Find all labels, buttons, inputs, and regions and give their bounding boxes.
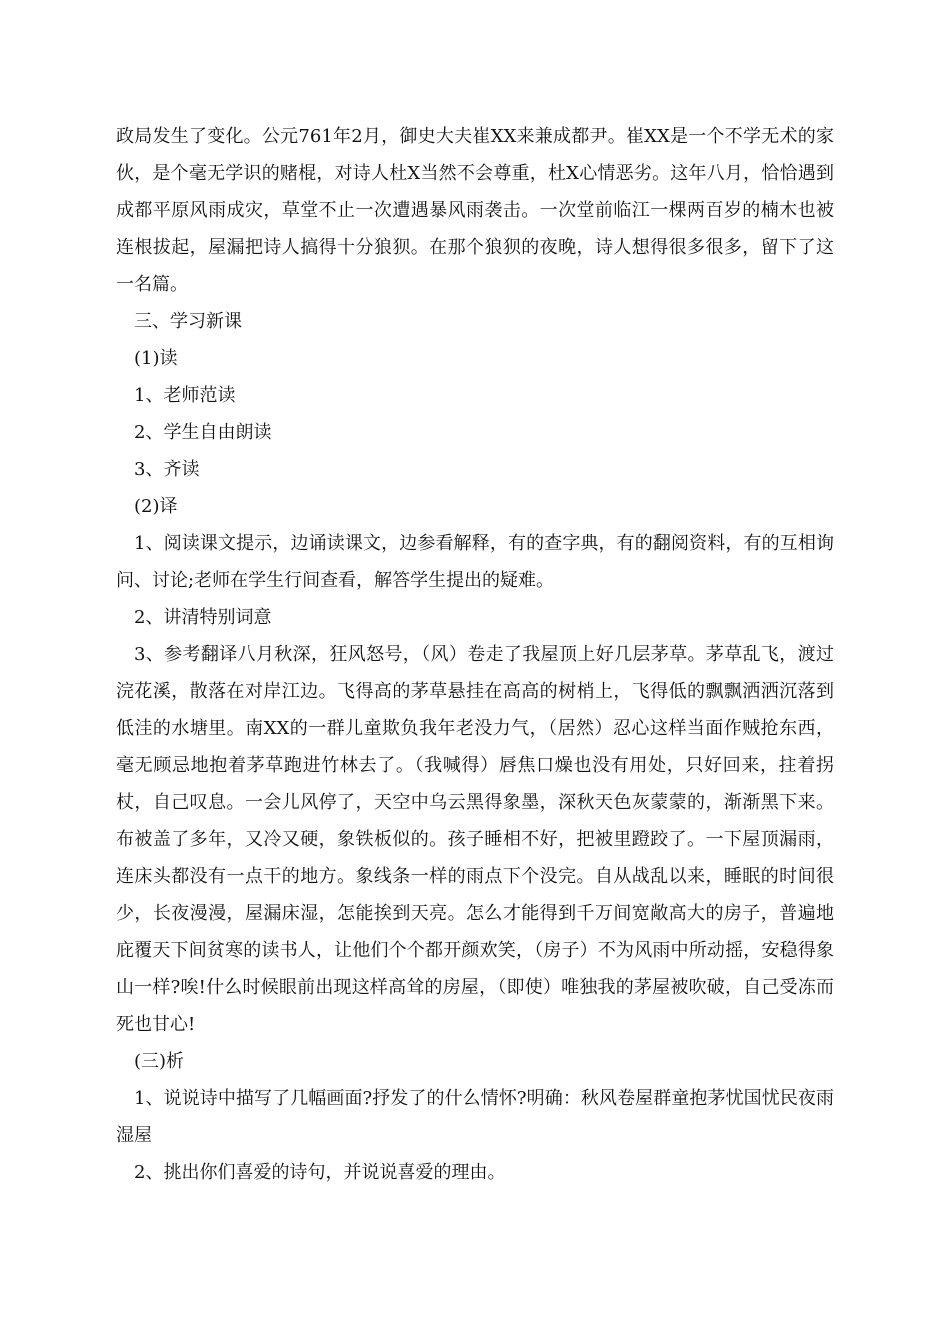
subheading-analyze: (三)析 [134, 1051, 185, 1072]
list-item-reading-tips: 1、阅读课文提示，边诵读课文，边参看解释，有的查字典，有的翻阅资料，有的互相询问、讨论;老师在学生行间查看，解答学生提出的疑难。 [116, 533, 834, 591]
paragraph-background: 政局发生了变化。公元761年2月，御史大夫崔XX来兼成都尹。崔XX是一个不学无术的家伙，是个毫无学识的赌棍，对诗人杜X当然不会尊重，杜X心情恶劣。这年八月，恰恰遇到成都平原风雨成灾，草堂不止一次遭遇暴风雨袭击。一次堂前临江一棵两百岁的楠木也被连根拔起，屋漏把诗人搞得十分狼狈。在那个狼狈的夜晚，诗人想得很多很多，留下了这一名篇。 [116, 126, 834, 295]
subheading-read: (1)读 [134, 348, 178, 369]
list-item-read-together: 3、齐读 [134, 459, 200, 480]
document-body [116, 118, 834, 1191]
list-item-teacher-reads: 1、老师范读 [134, 385, 236, 406]
list-item-favorite-lines: 2、挑出你们喜爱的诗句，并说说喜爱的理由。 [134, 1162, 506, 1183]
list-item-reference-translation: 3、参考翻译八月秋深，狂风怒号，（风）卷走了我屋顶上好几层茅草。茅草乱飞，渡过浣花溪，散落在对岸江边。飞得高的茅草悬挂在高高的树梢上，飞得低的飘飘洒洒沉落到低洼的水塘里。南XX的一群儿童欺负我年老没力气，（居然）忍心这样当面作贼抢东西，毫无顾忌地抱着茅草跑进竹林去了。（我喊得）唇焦口燥也没有用处，只好回来，拄着拐杖，自己叹息。一会儿风停了，天空中乌云黑得象墨，深秋天色灰蒙蒙的，渐渐黑下来。布被盖了多年，又冷又硬，象铁板似的。孩子睡相不好，把被里蹬跤了。一下屋顶漏雨，连床头都没有一点干的地方。象线条一样的雨点下个没完。自从战乱以来，睡眠的时间很少，长夜漫漫，屋漏床湿，怎能挨到天亮。怎么才能得到千万间宽敞高大的房子，普遍地庇覆天下间贫寒的读书人，让他们个个都开颜欢笑，（房子）不为风雨中所动摇，安稳得象山一样?唉!什么时候眼前出现这样高耸的房屋，（即使）唯独我的茅屋被吹破，自己受冻而死也甘心! [116, 644, 834, 1035]
subheading-translate: (2)译 [134, 496, 178, 517]
list-item-students-read: 2、学生自由朗读 [134, 422, 272, 443]
heading-learn-new-lesson: 三、学习新课 [134, 311, 242, 332]
list-item-scenes-question: 1、说说诗中描写了几幅画面?抒发了的什么情怀?明确：秋风卷屋群童抱茅忧国忧民夜雨湿屋 [116, 1088, 834, 1146]
list-item-word-meanings: 2、讲清特别词意 [134, 607, 272, 628]
